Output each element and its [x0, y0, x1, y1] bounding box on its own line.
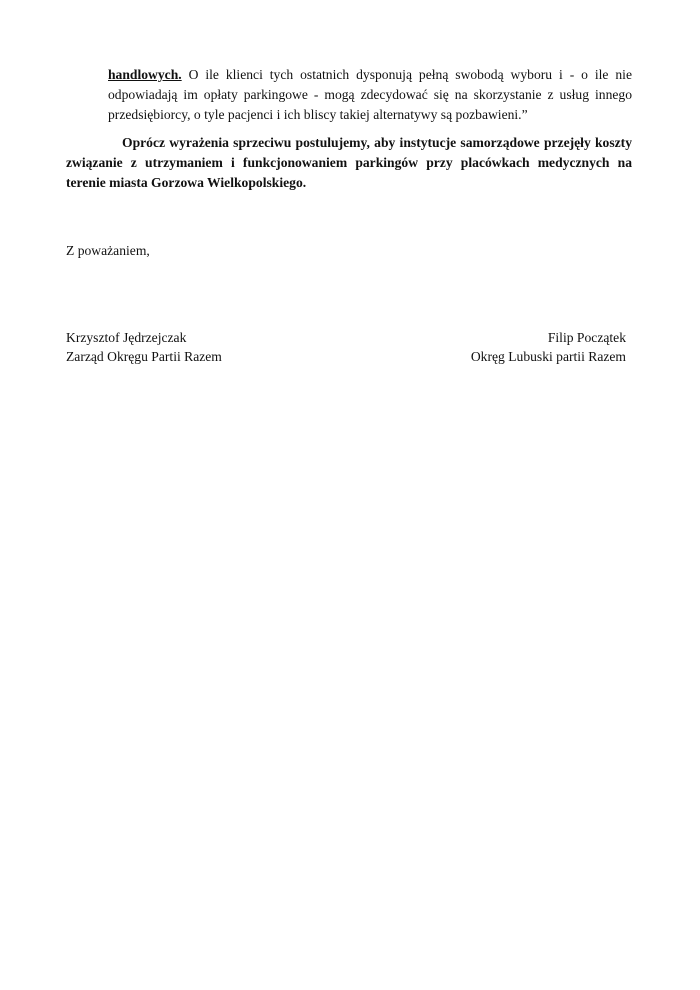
demand-paragraph: Oprócz wyrażenia sprzeciwu postulujemy, aby instytucje samorządowe przejęły koszty związanie z utrzymaniem i funkcjonowaniem parkingów przy placówkach medycznych na terenie miasta Gorzowa Wielkopolskiego. [66, 135, 632, 190]
signature-right-name: Filip Początek [547, 330, 626, 345]
quote-lead-word: handlowych. [108, 67, 182, 82]
quote-text: O ile klienci tych ostatnich dysponują pełną swobodą wyboru i - o ile nie odpowiadają im opłaty parkingowe - mogą zdecydować się na skorzystanie z usług innego przedsiębiorcy, o tyle pacjenci i ich bliscy takiej alternatywy są pozbawieni.” [108, 67, 632, 122]
signature-left [66, 328, 222, 366]
quote-paragraph [108, 65, 632, 125]
signature-left-role: Zarząd Okręgu Partii Razem [66, 349, 222, 364]
signature-left-name: Krzysztof Jędrzejczak [66, 330, 187, 345]
closing-salutation: Z poważaniem, [66, 243, 150, 258]
signature-right-role: Okręg Lubuski partii Razem [470, 349, 626, 364]
signature-right [471, 328, 626, 366]
